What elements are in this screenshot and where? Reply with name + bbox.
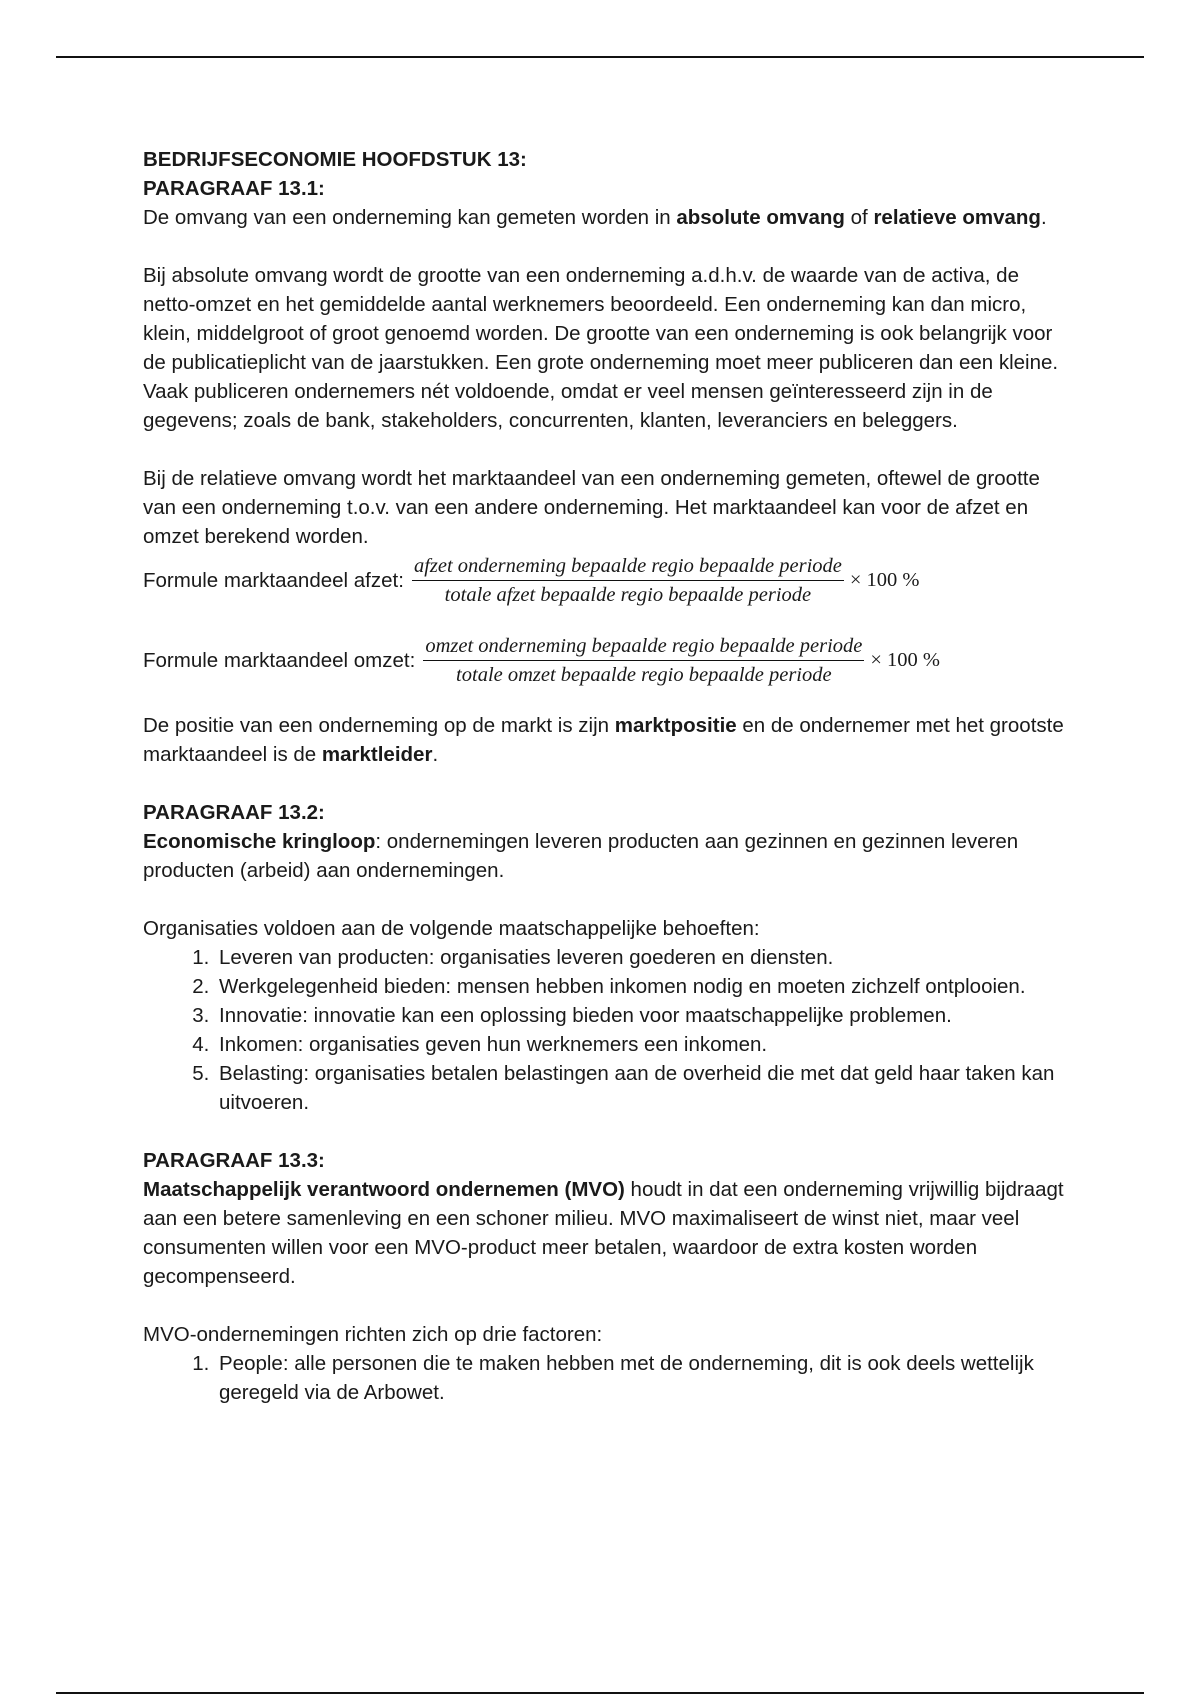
list-item: 3. Innovatie: innovatie kan een oplossing bieden voor maatschappelijke problemen. (215, 1001, 1073, 1030)
list-item: 4. Inkomen: organisaties geven hun werknemers een inkomen. (215, 1030, 1073, 1059)
bold-term: Maatschappelijk verantwoord ondernemen (MVO) (143, 1178, 625, 1201)
list-item: 1. Leveren van producten: organisaties leveren goederen en diensten. (215, 943, 1073, 972)
fraction-denominator: totale afzet bepaalde regio bepaalde periode (444, 583, 812, 606)
formula-marktaandeel-afzet (143, 551, 1073, 609)
formula-label: Formule marktaandeel afzet: (143, 568, 404, 592)
text-run: . (1040, 206, 1047, 229)
document-body (143, 145, 1073, 1407)
fraction (423, 633, 864, 688)
formula-label: Formule marktaandeel omzet: (143, 648, 416, 672)
bold-term: Economische kringloop (143, 830, 376, 853)
text-run: De positie van een onderneming op de markt is zijn (143, 714, 615, 737)
bottom-rule (56, 1692, 1144, 1694)
factoren-list (143, 1349, 1073, 1407)
behoeften-intro: Organisaties voldoen aan de volgende maatschappelijke behoeften: (143, 917, 760, 940)
absolute-omvang-paragraph: Bij absolute omvang wordt de grootte van een onderneming a.d.h.v. de waarde van de activa, de netto-omzet en het gemiddelde aantal werknemers beoordeeld. Een onderneming kan dan micro, klein, middelgroot of groot genoemd worden. De grootte van een onderneming is ook belangrijk voor de publicatieplicht van de jaarstukken. Een grote onderneming moet meer publiceren dan een kleine. Vaak publiceren ondernemers nét voldoende, omdat er veel mensen geïnteresseerd zijn in de gegevens; zoals de bank, stakeholders, concurrenten, klanten, leveranciers en beleggers. (143, 264, 1059, 432)
fraction-denominator: totale omzet bepaalde regio bepaalde periode (456, 663, 832, 686)
bold-term: absolute omvang (676, 206, 845, 229)
kringloop-paragraph (143, 827, 1073, 885)
paragraph-13-2-heading: PARAGRAAF 13.2: (143, 801, 325, 824)
formula-marktaandeel-omzet (143, 631, 1073, 689)
text-run: De omvang van een onderneming kan gemeten worden in (143, 206, 677, 229)
text-run: : ondernemingen leveren producten aan gezinnen en gezinnen leveren producten (arbeid) aan ondernemingen. (143, 830, 1019, 882)
list-item: 2. Werkgelegenheid bieden: mensen hebben inkomen nodig en moeten zichzelf ontplooien. (215, 972, 1073, 1001)
text-run: houdt in dat een onderneming vrijwillig bijdraagt aan een betere samenleving en een schoner milieu. MVO maximaliseert de winst niet, maar veel consumenten willen voor een MVO-product meer betalen, waardoor de extra kosten worden gecompenseerd. (143, 1178, 1064, 1288)
mvo-paragraph (143, 1175, 1073, 1291)
text-run: en de ondernemer met het grootste marktaandeel is de (143, 714, 1064, 766)
formula-multiplier: × 100 % (870, 648, 940, 671)
fraction (412, 553, 844, 608)
paragraph-13-3-heading: PARAGRAAF 13.3: (143, 1149, 325, 1172)
relatieve-omvang-paragraph: Bij de relatieve omvang wordt het marktaandeel van een onderneming gemeten, oftewel de grootte van een onderneming t.o.v. van een andere onderneming. Het marktaandeel kan voor de afzet en omzet berekend worden. (143, 467, 1040, 548)
paragraph-13-1-heading: PARAGRAAF 13.1: (143, 177, 325, 200)
bold-term: marktpositie (614, 714, 737, 737)
chapter-title: BEDRIJFSECONOMIE HOOFDSTUK 13: (143, 148, 527, 171)
text-run: of (844, 206, 874, 229)
behoeften-list (143, 943, 1073, 1117)
formula-multiplier: × 100 % (849, 568, 920, 591)
top-rule (56, 56, 1144, 58)
list-item: 5. Belasting: organisaties betalen belastingen aan de overheid die met dat geld haar taken kan uitvoeren. (215, 1059, 1073, 1117)
bold-term: relatieve omvang (873, 206, 1041, 229)
fraction-numerator: afzet onderneming bepaalde regio bepaalde periode (412, 553, 844, 581)
fraction-numerator: omzet onderneming bepaalde regio bepaalde periode (423, 633, 864, 661)
bold-term: marktleider (321, 743, 433, 766)
factoren-intro: MVO-ondernemingen richten zich op drie factoren: (143, 1323, 603, 1346)
omvang-intro (143, 203, 1073, 232)
list-item: 1. People: alle personen die te maken hebben met de onderneming, dit is ook deels wettelijk geregeld via de Arbowet. (215, 1349, 1073, 1407)
marktpositie-paragraph (143, 711, 1073, 769)
text-run: . (432, 743, 439, 766)
